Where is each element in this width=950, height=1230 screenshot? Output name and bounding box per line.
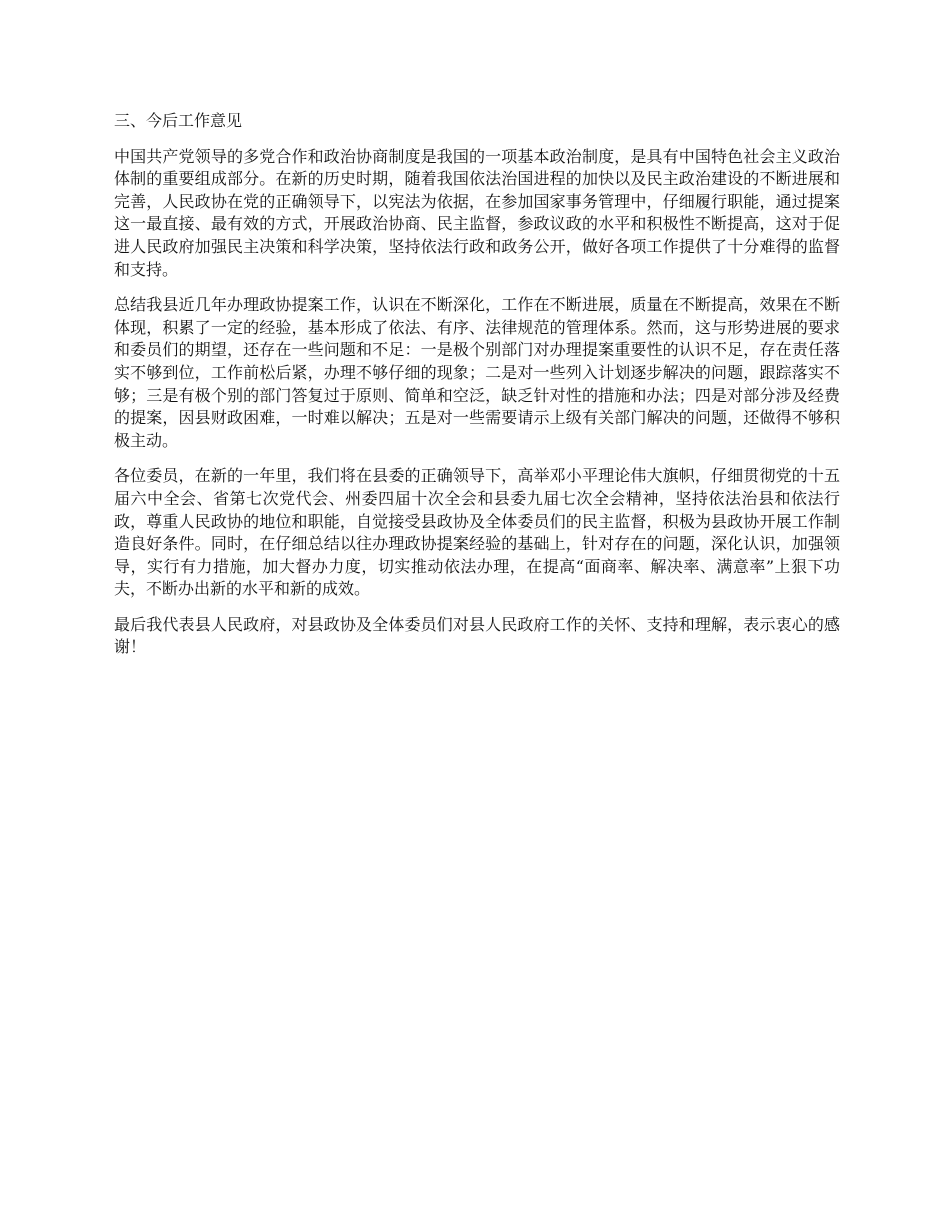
paragraph-1: 中国共产党领导的多党合作和政治协商制度是我国的一项基本政治制度，是具有中国特色社会主义政治体制的重要组成部分。在新的历史时期，随着我国依法治国进程的加快以及民主政治建设的不断进展和完善，人民政协在党的正确领导下，以宪法为依据，在参加国家事务管理中，仔细履行职能，通过提案这一最直接、最有效的方式，开展政治协商、民主监督，参政议政的水平和积极性不断提高，这对于促进人民政府加强民主决策和科学决策，坚持依法行政和政务公开，做好各项工作提供了十分难得的监督和支持。 bbox=[114, 146, 840, 279]
document-page bbox=[114, 110, 840, 672]
paragraph-3: 各位委员，在新的一年里，我们将在县委的正确领导下，高举邓小平理论伟大旗帜，仔细贯彻党的十五届六中全会、省第七次党代会、州委四届十次全会和县委九届七次全会精神，坚持依法治县和依法行政，尊重人民政协的地位和职能，自觉接受县政协及全体委员们的民主监督，积极为县政协开展工作制造良好条件。同时，在仔细总结以往办理政协提案经验的基础上，针对存在的问题，深化认识，加强领导，实行有力措施，加大督办力度，切实推动依法办理，在提高“面商率、解决率、满意率”上狠下功夫，不断办出新的水平和新的成效。 bbox=[114, 466, 840, 599]
paragraph-2: 总结我县近几年办理政协提案工作，认识在不断深化，工作在不断进展，质量在不断提高，效果在不断体现，积累了一定的经验，基本形成了依法、有序、法律规范的管理体系。然而，这与形势进展的要求和委员们的期望，还存在一些问题和不足：一是极个别部门对办理提案重要性的认识不足，存在责任落实不够到位，工作前松后紧，办理不够仔细的现象；二是对一些列入计划逐步解决的问题，跟踪落实不够；三是有极个别的部门答复过于原则、简单和空泛，缺乏针对性的措施和办法；四是对部分涉及经费的提案，因县财政困难，一时难以解决；五是对一些需要请示上级有关部门解决的问题，还做得不够积极主动。 bbox=[114, 295, 840, 450]
section-heading: 三、今后工作意见 bbox=[114, 111, 243, 130]
paragraph-4: 最后我代表县人民政府，对县政协及全体委员们对县人民政府工作的关怀、支持和理解，表示衷心的感谢！ bbox=[114, 614, 840, 657]
